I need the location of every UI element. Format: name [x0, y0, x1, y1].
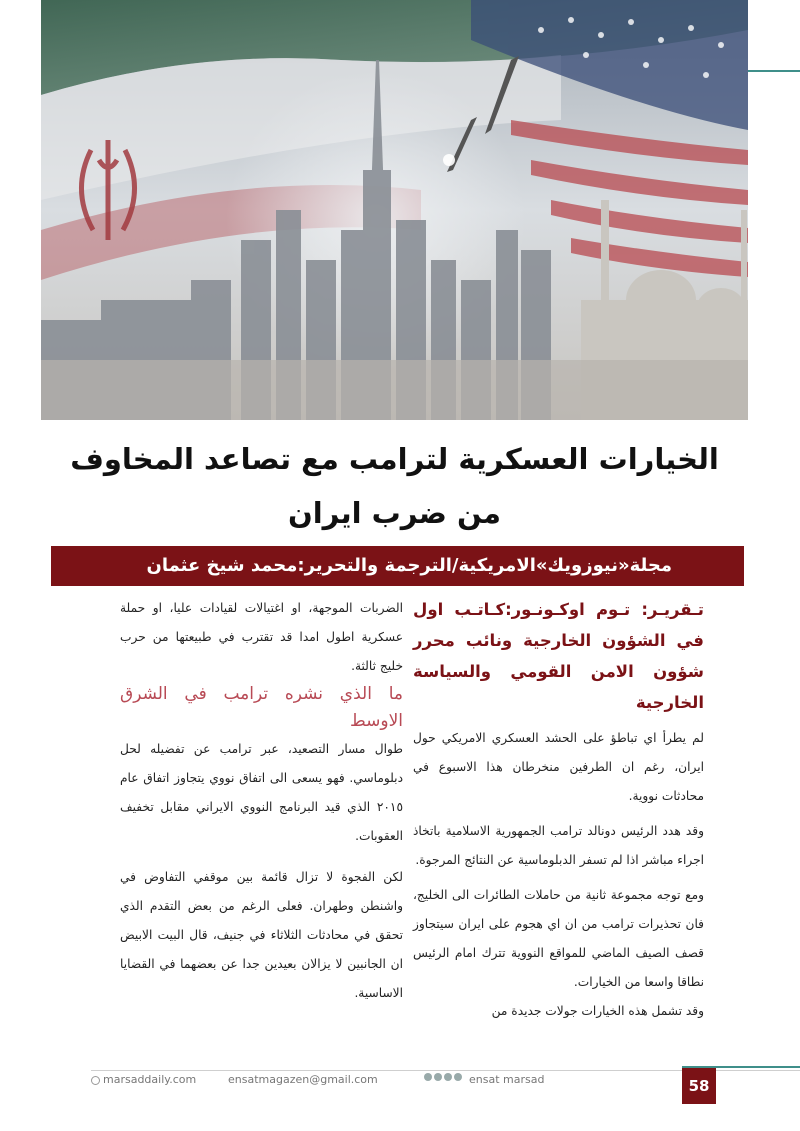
globe-icon: [91, 1076, 100, 1085]
byline-text: مجلة«نيوزويك»الامريكية/الترجمة والتحرير:محمد شيخ عثمان: [146, 555, 672, 576]
hero-image: [41, 0, 748, 420]
article-title: [41, 432, 748, 540]
byline-bar: [51, 546, 744, 586]
social-icons: [424, 1073, 462, 1081]
twitter-icon[interactable]: [434, 1073, 442, 1081]
paragraph: وقد تشمل هذه الخيارات جولات جديدة من: [491, 1004, 704, 1018]
paragraph: ومع توجه مجموعة ثانية من حاملات الطائرات الى الخليج، فان تحذيرات ترامب من ان اي هجوم على ايران سيتجاوز قصف الصيف الماضي للمواقع النووية تترك امام الرئيس نطاقا واسعا من الخيارات.: [413, 888, 704, 989]
paragraph: لكن الفجوة لا تزال قائمة بين موقفي التفاوض في واشنطن وطهران. فعلى الرغم من بعض التقدم الذي تحقق في محادثات الثلاثاء في جنيف، قال البيت الابيض ان الجانبين لا يزالان بعيدين جدا عن بعضهما في القضايا الاساسية.: [120, 870, 403, 1000]
footer-email[interactable]: ensatmagazen@gmail.com: [228, 1073, 378, 1086]
title-line-2: من ضرب ايران: [287, 496, 501, 530]
paragraph: الضربات الموجهة، او اغتيالات لقيادات عليا، او حملة عسكرية اطول امدا قد تقترب في طبيعتها من حرب خليج ثالثة.: [120, 601, 403, 673]
footer-website-text: marsaddaily.com: [103, 1073, 197, 1086]
footer-social-name: ensat marsad: [469, 1073, 545, 1086]
paragraph: وقد هدد الرئيس دونالد ترامب الجمهورية الاسلامية باتخاذ اجراء مباشر اذا لم تسفر الدبلوماسية عن النتائج المرجوة.: [413, 824, 704, 867]
paragraph: لم يطرأ اي تباطؤ على الحشد العسكري الامريكي حول ايران، رغم ان الطرفين منخرطان هذا الاسبوع في محادثات نووية.: [413, 731, 704, 803]
instagram-icon[interactable]: [444, 1073, 452, 1081]
left-column: [120, 594, 403, 1008]
facebook-icon[interactable]: [424, 1073, 432, 1081]
right-column: [413, 594, 704, 1026]
paragraph: طوال مسار التصعيد، عبر ترامب عن تفضيله لحل دبلوماسي. فهو يسعى الى اتفاق نووي يتجاوز اتفاق عام ٢٠١٥ الذي قيد البرنامج النووي الايراني مقابل تخفيف العقوبات.: [120, 742, 403, 843]
section-subheading: ما الذي نشره ترامب في الشرق الاوسط: [120, 684, 403, 731]
title-line-1: الخيارات العسكرية لترامب مع تصاعد المخاوف: [70, 442, 719, 476]
report-heading: تـقريـر: تـوم اوكـونـور:كـاتـب اول في الشؤون الخارجية ونائب محرر شؤون الامن القومي والسياسة الخارجية: [413, 600, 704, 712]
footer-website[interactable]: [91, 1073, 196, 1086]
page-number: 58: [682, 1068, 716, 1104]
youtube-icon[interactable]: [454, 1073, 462, 1081]
decorative-teal-line: [748, 70, 800, 72]
